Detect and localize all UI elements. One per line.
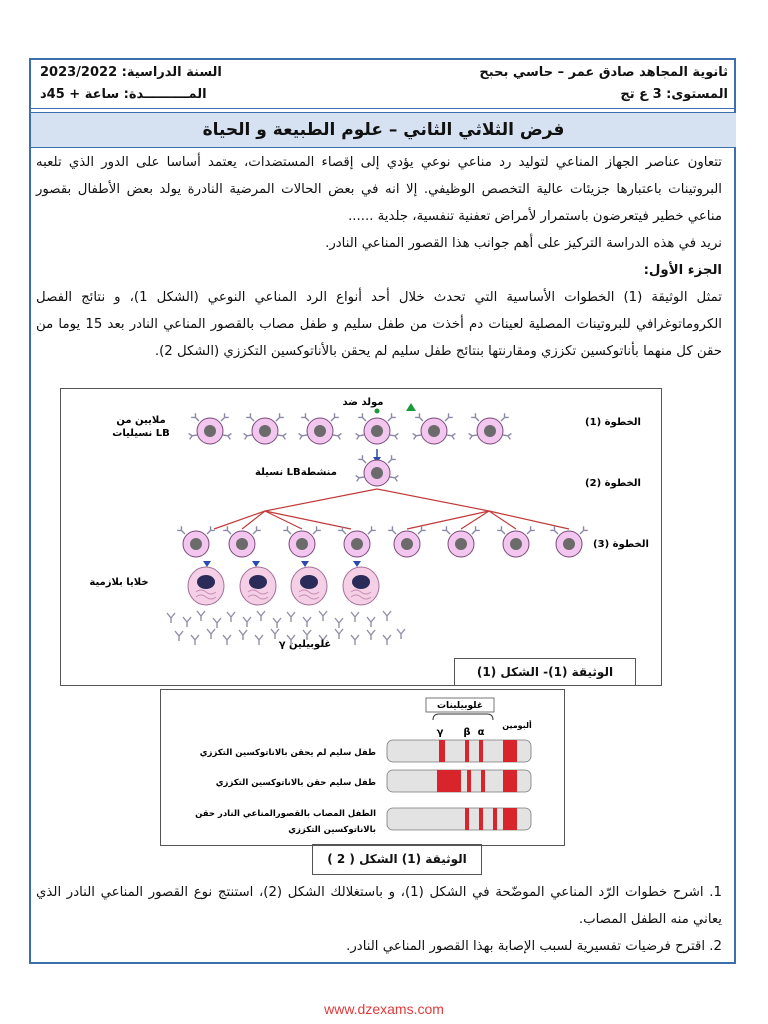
plasma-cells-label: خلايا بلازمية [89, 577, 149, 588]
question-2: 2. اقترح فرضيات تفسيرية لسبب الإصابة بهذا القصور المناعي النادر. [346, 939, 722, 954]
intro-paragraph-2: نريد في هذه الدراسة التركيز على أهم جوانب هذا القصور المناعي النادر. [325, 236, 722, 251]
activated-label: نسيلة LBمنشطة [255, 467, 337, 478]
header-left [40, 62, 222, 106]
antigen-label: مولد ضد [342, 397, 384, 408]
step-2-label: الخطوة (2) [585, 478, 641, 489]
gamma-globulin-label: γ غلوبيلين [278, 639, 332, 650]
row-2-label: طفل سليم حقن بالاناتوكسين التكززي [215, 778, 376, 788]
row-1-label: طفل سليم لم يحقن بالاناتوكسين التكززي [199, 748, 376, 758]
figure-1 [60, 388, 662, 686]
proliferation-arrows [214, 489, 569, 529]
figure-2-caption: الوثيقة (1) الشكل ( 2 ) [312, 844, 482, 875]
footer-link[interactable]: www.dzexams.com [324, 1001, 444, 1017]
b-cell-row [189, 409, 512, 445]
globulins-brace [433, 714, 493, 720]
intro-text [36, 149, 722, 365]
differentiation-arrows [203, 561, 361, 567]
figure-2 [160, 689, 565, 846]
gamma-label: γ [436, 727, 444, 738]
plasma-cell-row [188, 567, 379, 605]
alpha-label: α [477, 727, 485, 738]
level: المستوى: 3 ع تج [620, 87, 728, 102]
activated-b-cell [356, 455, 399, 486]
intro-paragraph-3: تمثل الوثيقة (1) الخطوات الأساسية التي تحدث خلال أحد أنواع الرد المناعي النوعي (الشكل 1)، و نتائج الفصل الكروماتوغرافي للبروتينات المصلية لعينات دم أخذت من طفل سليم و طفل مصاب بالقصور المناعي النادر بعد 15 يوما من حقن كل منهما بأناتوكسين تكززي ومقارنتها بنتائج طفل سليم لم يحقن بالأناتوكسين التكززي (الشكل 2). [36, 290, 723, 359]
row-3-label-line-2: بالاناتوكسين التكززي [288, 825, 376, 835]
part-one-title: الجزء الأول: [643, 263, 722, 278]
header-right [479, 62, 728, 106]
school-name: ثانوية المجاهد صادق عمر – حاسي بحبح [479, 65, 728, 80]
exam-title: فرض الثلاثي الثاني – علوم الطبيعة و الحياة [31, 112, 736, 148]
antigen-icon [406, 403, 416, 411]
beta-label: β [463, 727, 471, 738]
globulins-label: غلوبيلينات [437, 701, 483, 711]
school-year: السنة الدراسية: 2023/2022 [40, 65, 222, 80]
electrophoresis-diagram [161, 690, 564, 845]
immune-response-diagram [61, 389, 661, 685]
step-1-label: الخطوة (1) [585, 417, 641, 428]
figure-1-caption: الوثيقة (1)- الشكل (1) [454, 658, 636, 686]
clone-row [177, 526, 588, 557]
question-1: 1. اشرح خطوات الرّد المناعي الموضّحة في الشكل (1)، و باستغلالك الشكل (2)، استنتج نوع القصور المناعي النادر الذي يعاني منه الطفل المصاب. [36, 885, 722, 927]
strip-healthy-not-injected [387, 740, 531, 762]
strip-sick-injected [387, 808, 531, 830]
strip-healthy-injected [387, 770, 531, 792]
intro-paragraph-1: تتعاون عناصر الجهاز المناعي لتوليد رد مناعي نوعي يؤدي إلى إقصاء المستضدات، يعتمد أساسا على الدور الذي تلعبه البروتينات باعتبارها جزيئات عالية التخصص الوظيفي. إلا انه في بعض الحالات المرضية النادرة يولد بعض الأطفال بقصور مناعي خطير فيتعرضون باستمرار لأمراض تعفنية تنفسية، جلدية ...... [36, 155, 722, 224]
questions [36, 879, 722, 960]
duration: المــــــــــدة: ساعة + 45د [40, 87, 207, 102]
clones-label: نسيليات LB [112, 428, 170, 439]
header-divider [31, 108, 736, 109]
millions-label: ملايين من [116, 415, 166, 426]
step-3-label: الخطوة (3) [593, 539, 649, 550]
albumin-label: ألبومين [502, 721, 532, 730]
row-3-label-line-1: الطفل المصاب بالقصورالمناعي النادر حقن [195, 809, 376, 819]
